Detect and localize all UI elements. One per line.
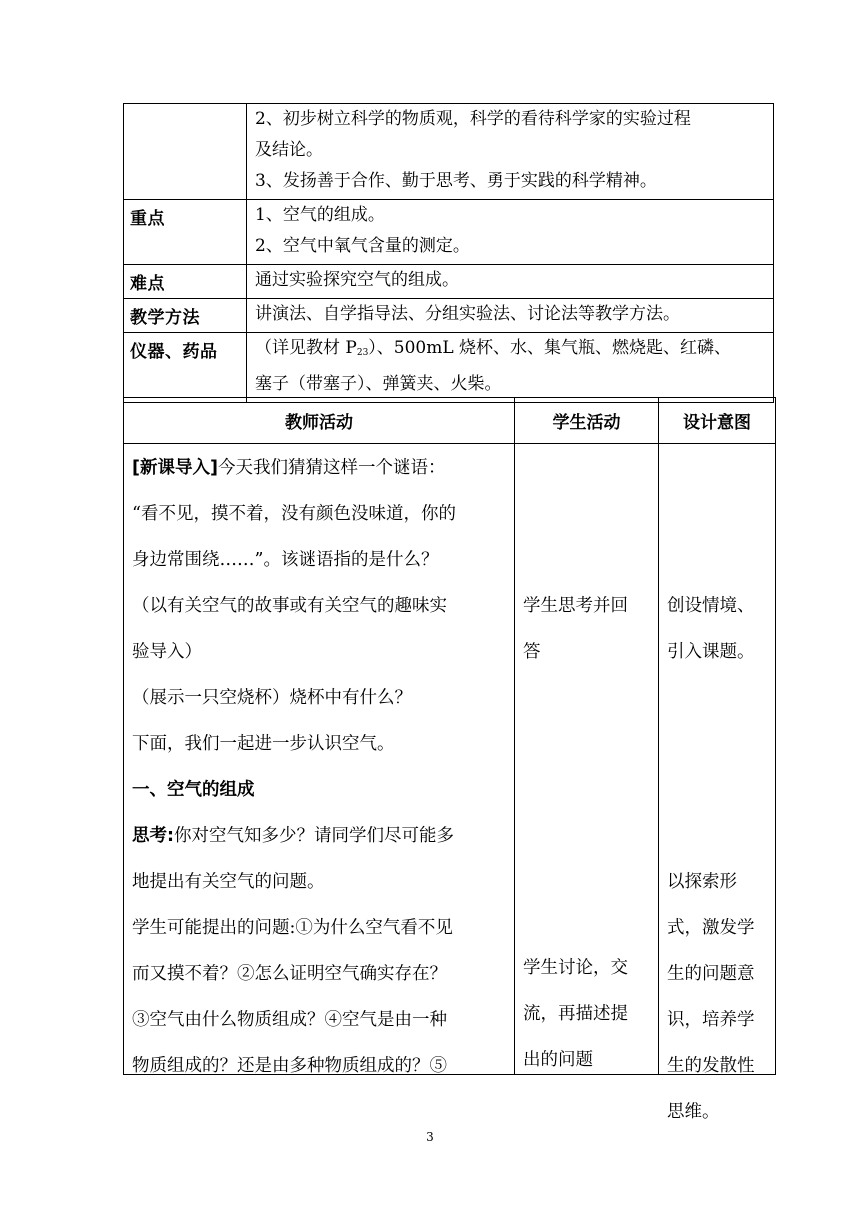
row-value bbox=[247, 200, 774, 265]
text-line: 1、空气的组成。 bbox=[255, 205, 385, 225]
text-line: （展示一只空烧杯）烧杯中有什么？ bbox=[132, 688, 412, 708]
text-line: 流，再描述提 bbox=[523, 1004, 628, 1024]
text-line: 式，激发学 bbox=[667, 918, 755, 938]
table-row bbox=[124, 104, 774, 200]
text-line: 生的问题意 bbox=[667, 964, 755, 984]
text-line: 下面，我们一起进一步认识空气。 bbox=[132, 734, 395, 754]
table-row bbox=[124, 333, 774, 403]
text-line: 思考:你对空气知多少？请同学们尽可能多 bbox=[132, 826, 454, 846]
text-line: 验导入） bbox=[132, 642, 202, 662]
text-line: 以探索形 bbox=[667, 872, 737, 892]
row-value bbox=[247, 333, 774, 403]
text-line: 身边常围绕……”。该谜语指的是什么？ bbox=[132, 550, 439, 570]
section-title: 一、空气的组成 bbox=[132, 780, 255, 800]
text-line: 学生思考并回 bbox=[523, 596, 628, 616]
text-line: 2、空气中氧气含量的测定。 bbox=[255, 236, 470, 256]
text-line: 识，培养学 bbox=[667, 1010, 755, 1030]
design-intent-cell bbox=[659, 444, 776, 1122]
row-label-equipment: 仪器、药品 bbox=[124, 333, 247, 403]
text-line: （详见教材 $P_{23}$）、500mL 烧杯、水、集气瓶、燃烧匙、红磷、 bbox=[255, 338, 732, 358]
text-line: 地提出有关空气的问题。 bbox=[132, 872, 325, 892]
objectives-table bbox=[123, 103, 774, 403]
row-label bbox=[124, 104, 247, 200]
text-line: 2、初步树立科学的物质观，科学的看待科学家的实验过程 bbox=[255, 109, 691, 129]
text-line: 答 bbox=[523, 642, 541, 662]
text-line: 出的问题 bbox=[523, 1050, 593, 1070]
text-line: 引入课题。 bbox=[667, 642, 755, 662]
text-line: 及结论。 bbox=[255, 140, 323, 160]
row-value bbox=[247, 299, 774, 333]
text-line: 思维。 bbox=[667, 1102, 720, 1122]
text-line: 讲演法、自学指导法、分组实验法、讨论法等教学方法。 bbox=[255, 304, 680, 324]
text-line: “看不见，摸不着，没有颜色没味道，你的 bbox=[132, 504, 456, 524]
text-line: 塞子（带塞子）、弹簧夹、火柴。 bbox=[255, 374, 502, 394]
table-row bbox=[124, 265, 774, 299]
activity-table bbox=[123, 397, 776, 1122]
header-teacher-activity: 教师活动 bbox=[124, 398, 515, 444]
header-design-intent: 设计意图 bbox=[659, 398, 776, 444]
row-value bbox=[247, 104, 774, 200]
text-line: 通过实验探究空气的组成。 bbox=[255, 270, 459, 290]
text-line: 物质组成的？还是由多种物质组成的？⑤ bbox=[132, 1056, 447, 1076]
row-label-difficulty: 难点 bbox=[124, 265, 247, 299]
table-row bbox=[124, 299, 774, 333]
text-line: 学生讨论，交 bbox=[523, 958, 628, 978]
header-student-activity: 学生活动 bbox=[515, 398, 659, 444]
table-header-row bbox=[124, 398, 776, 444]
text-line: 生的发散性 bbox=[667, 1056, 755, 1076]
text-line: 3、发扬善于合作、勤于思考、勇于实践的科学精神。 bbox=[255, 171, 657, 191]
table-row bbox=[124, 200, 774, 265]
student-activity-cell bbox=[515, 444, 659, 1075]
page-number: 3 bbox=[426, 1130, 434, 1144]
row-label-method: 教学方法 bbox=[124, 299, 247, 333]
text-line: 而又摸不着？②怎么证明空气确实存在？ bbox=[132, 964, 447, 984]
text-line: 创设情境、 bbox=[667, 596, 755, 616]
table-row bbox=[124, 444, 776, 1075]
text-line: [新课导入]今天我们猜猜这样一个谜语： bbox=[132, 458, 446, 478]
text-line: ③空气由什么物质组成？④空气是由一种 bbox=[132, 1010, 447, 1030]
text-line: （以有关空气的故事或有关空气的趣味实 bbox=[132, 596, 447, 616]
text-line: 学生可能提出的问题:①为什么空气看不见 bbox=[132, 918, 453, 938]
row-value bbox=[247, 265, 774, 299]
row-label-key-points: 重点 bbox=[124, 200, 247, 265]
teacher-activity-cell bbox=[124, 444, 515, 1075]
